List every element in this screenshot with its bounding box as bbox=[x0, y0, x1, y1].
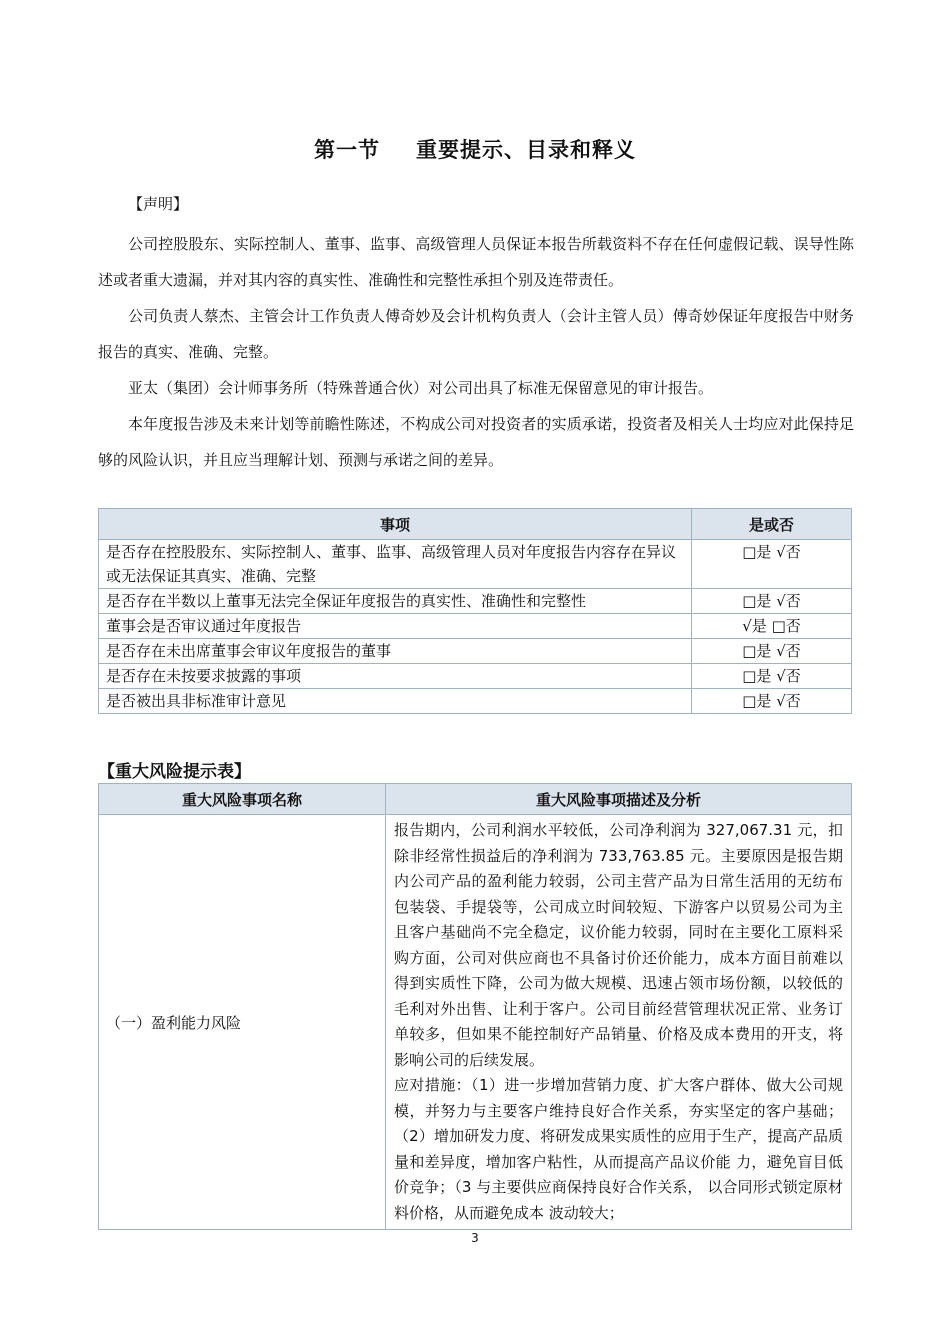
matter-item: 是否存在半数以上董事无法完全保证年度报告的真实性、准确性和完整性 bbox=[99, 589, 692, 614]
header-risk-description: 重大风险事项描述及分析 bbox=[386, 784, 852, 815]
risk-section-title: 【重大风险提示表】 bbox=[98, 762, 251, 782]
section-name: 重要提示、目录和释义 bbox=[416, 138, 636, 162]
matter-answer: □是 √否 bbox=[692, 664, 852, 689]
table-row bbox=[99, 664, 852, 689]
matter-answer: □是 √否 bbox=[692, 589, 852, 614]
header-yes-no: 是或否 bbox=[692, 509, 852, 540]
declaration-label: 【声明】 bbox=[128, 195, 189, 213]
risk-table bbox=[98, 783, 852, 1230]
risk-description-cell bbox=[386, 815, 852, 1230]
matters-table bbox=[98, 508, 852, 714]
matters-table-header bbox=[99, 509, 852, 540]
section-number: 第一节 bbox=[314, 138, 380, 162]
table-row bbox=[99, 815, 852, 1230]
matter-answer: √是 □否 bbox=[692, 614, 852, 639]
risk-table-header bbox=[99, 784, 852, 815]
page-number: 3 bbox=[471, 1231, 479, 1245]
page-title bbox=[0, 134, 950, 164]
paragraph-auditor: 亚太（集团）会计师事务所（特殊普通合伙）对公司出具了标准无保留意见的审计报告。 bbox=[128, 379, 714, 397]
table-row bbox=[99, 614, 852, 639]
paragraph-guarantee: 公司控股股东、实际控制人、董事、监事、高级管理人员保证本报告所载资料不存在任何虚假记载、误导性陈述或者重大遗漏，并对其内容的真实性、准确性和完整性承担个别及连带责任。 bbox=[98, 235, 854, 289]
header-risk-name: 重大风险事项名称 bbox=[99, 784, 386, 815]
matter-answer: □是 √否 bbox=[692, 540, 852, 589]
matter-item: 是否存在控股股东、实际控制人、董事、监事、高级管理人员对年度报告内容存在异议或无法保证其真实、准确、完整 bbox=[99, 540, 692, 589]
table-row bbox=[99, 589, 852, 614]
matter-answer: □是 √否 bbox=[692, 689, 852, 714]
table-row bbox=[99, 689, 852, 714]
paragraph-forward-looking: 本年度报告涉及未来计划等前瞻性陈述，不构成公司对投资者的实质承诺，投资者及相关人士均应对此保持足够的风险认识，并且应当理解计划、预测与承诺之间的差异。 bbox=[98, 415, 854, 469]
risk-description: 报告期内，公司利润水平较低，公司净利润为 327,067.31 元，扣除非经常性损益后的净利润为 733,763.85 元。主要原因是报告期内公司产品的盈利能力较弱，公司主营产品为日常生活用的无纺布包装袋、手提袋等，公司成立时间较短、下游客户以贸易公司为主且客户基础尚不完全稳定，议价能力较弱，同时在主要化工原料采购方面，公司对供应商也不具备讨价还价能力，成本方面目前难以得到实质性下降，公司为做大规模、迅速占领市场份额，以较低的毛利对外出售、让利于客户。公司目前经营管理状况正常、业务订单较多，但如果不能控制好产品销量、价格及成本费用的开支，将影响公司的后续发展。 bbox=[394, 821, 843, 1069]
matter-item: 董事会是否审议通过年度报告 bbox=[99, 614, 692, 639]
matter-answer: □是 √否 bbox=[692, 639, 852, 664]
risk-measures: 应对措施：（1）进一步增加营销力度、扩大客户群体、做大公司规模，并努力与主要客户维持良好合作关系，夯实坚定的客户基础；（2）增加研发力度、将研发成果实质性的应用于生产，提高产品质量和差异度，增加客户粘性，从而提高产品议价能 力，避免盲目低价竞争；（3 与主要供应商保持良好合作关系， 以合同形式锁定原材料价格，从而避免成本 波动较大； bbox=[394, 1076, 843, 1222]
table-row bbox=[99, 540, 852, 589]
paragraph-responsible-persons: 公司负责人蔡杰、主管会计工作负责人傅奇妙及会计机构负责人（会计主管人员）傅奇妙保证年度报告中财务报告的真实、准确、完整。 bbox=[98, 307, 854, 361]
matter-item: 是否被出具非标准审计意见 bbox=[99, 689, 692, 714]
matter-item: 是否存在未按要求披露的事项 bbox=[99, 664, 692, 689]
risk-name: （一）盈利能力风险 bbox=[99, 815, 386, 1230]
table-row bbox=[99, 639, 852, 664]
matter-item: 是否存在未出席董事会审议年度报告的董事 bbox=[99, 639, 692, 664]
header-item: 事项 bbox=[99, 509, 692, 540]
